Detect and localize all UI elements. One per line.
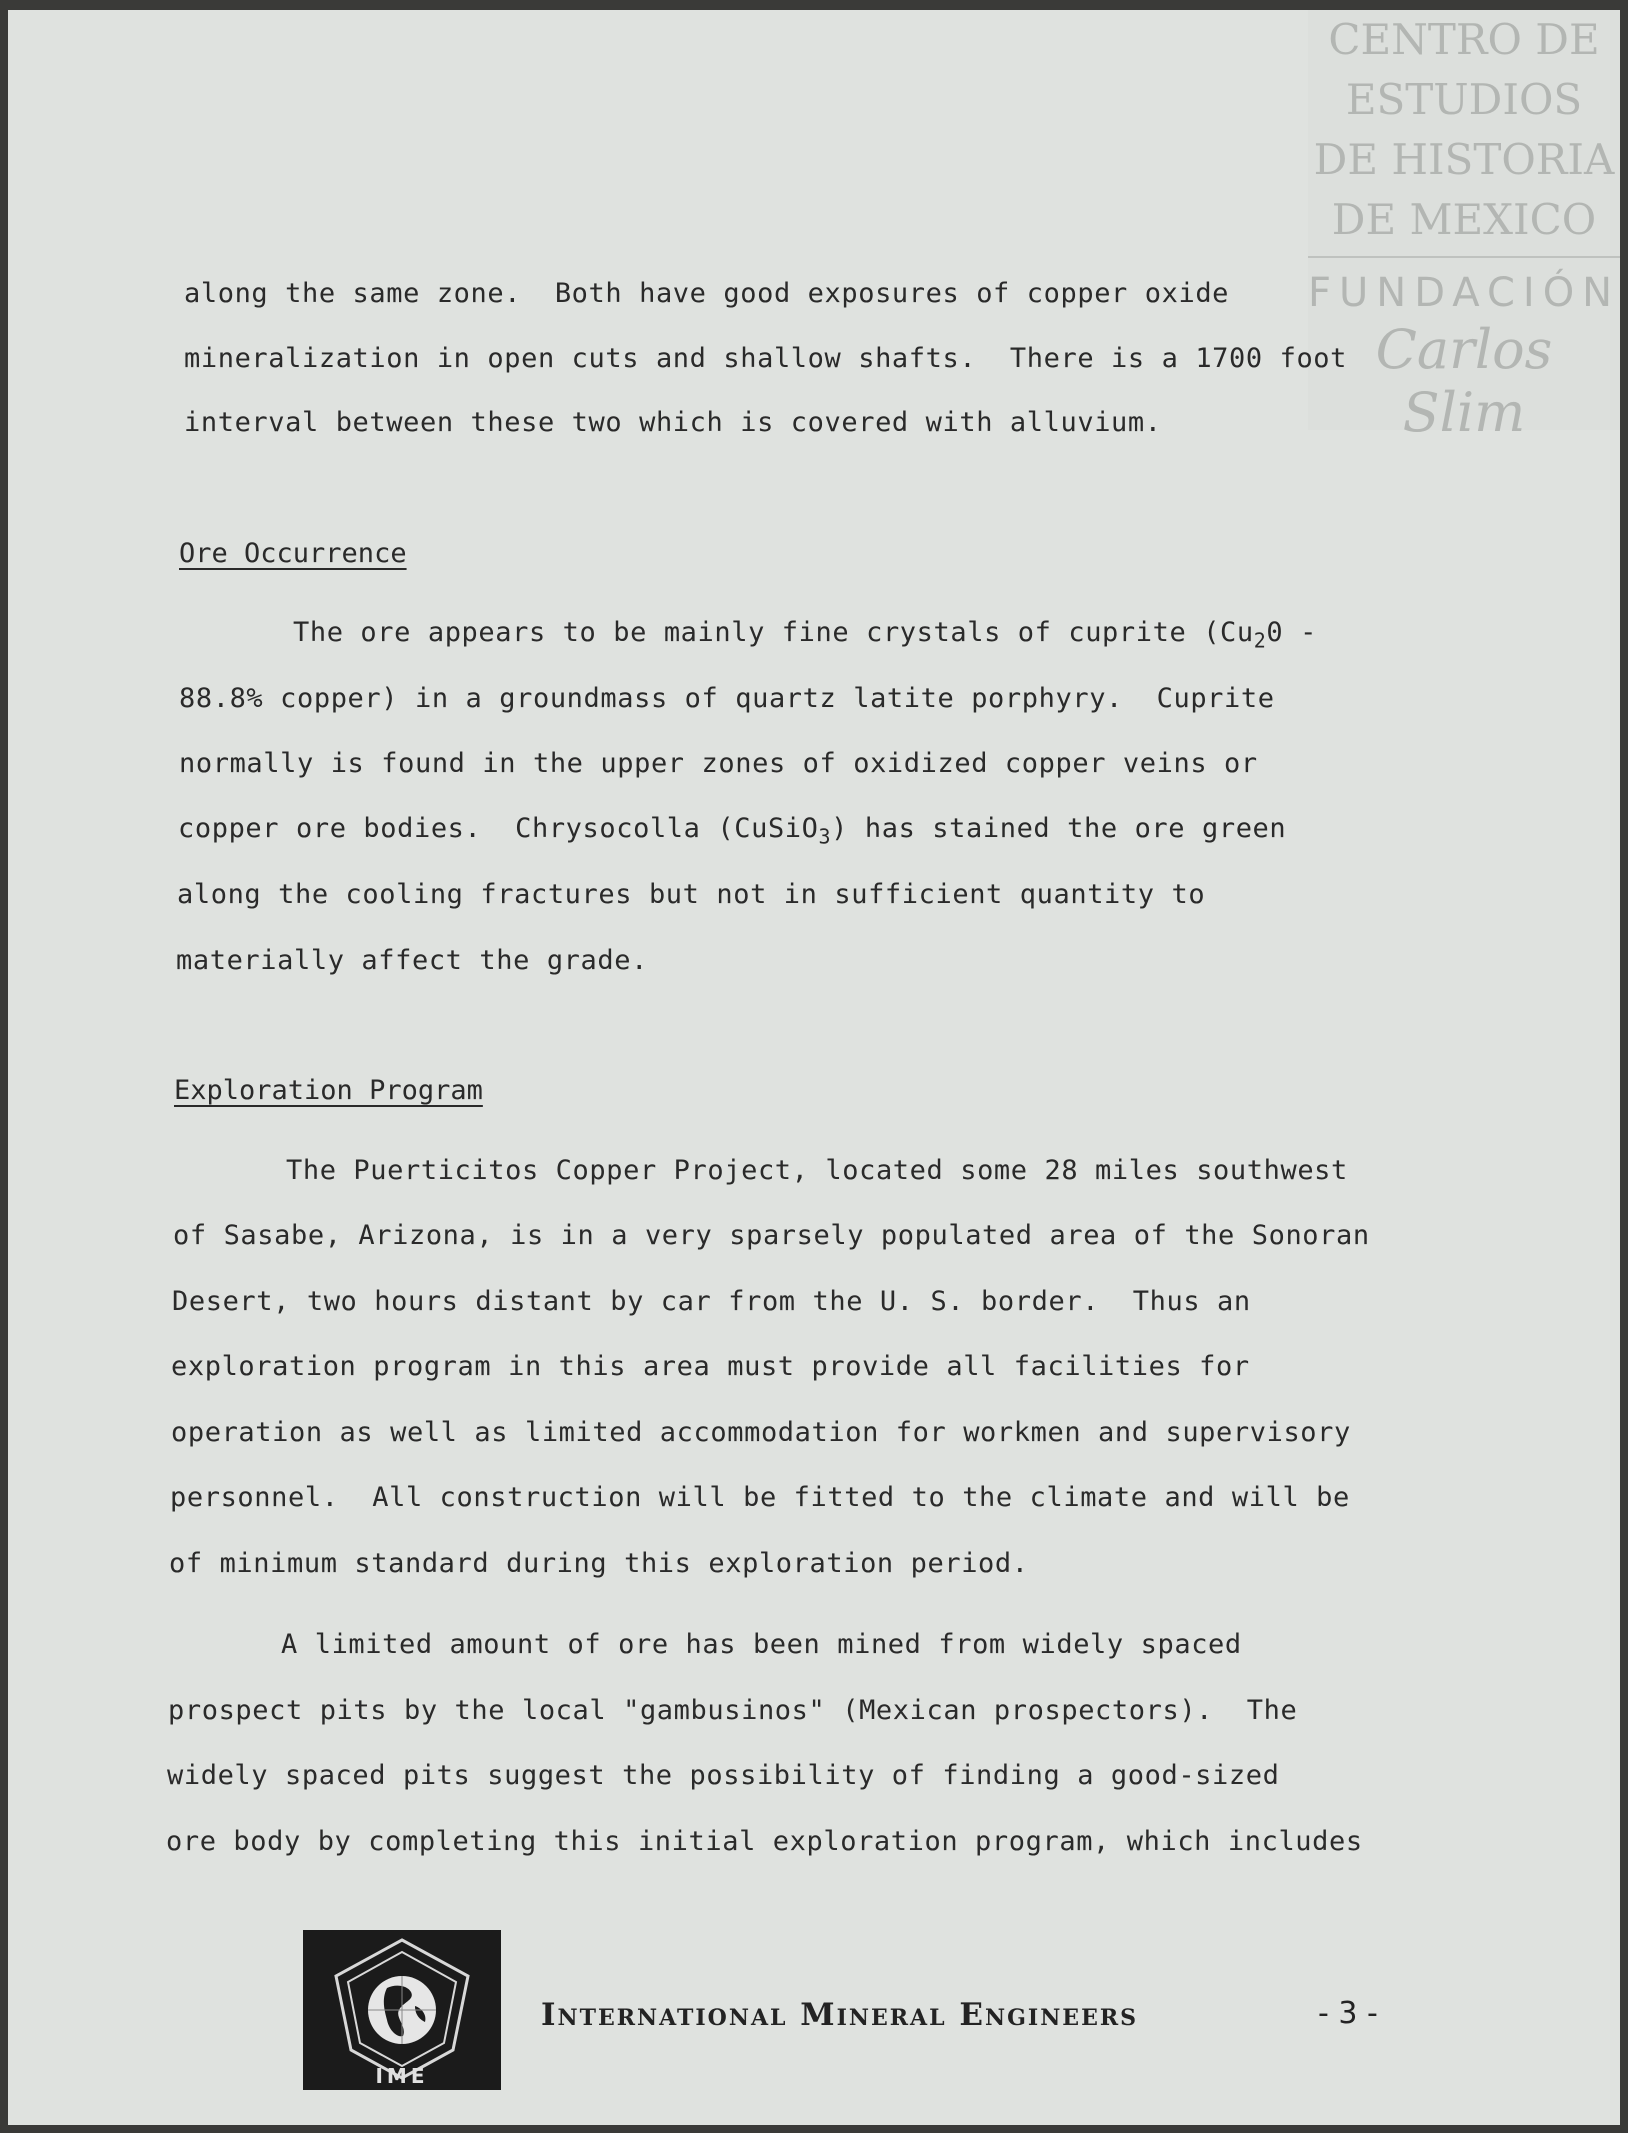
ime-logo-text: IME — [375, 2064, 429, 2088]
ore-line-1: The ore appears to be mainly fine crystals of cuprite ($Cu_20$ - — [293, 617, 1317, 653]
stamp-line-3: DE HISTORIA — [1313, 135, 1615, 184]
exploration-p2-line-3: widely spaced pits suggest the possibility of finding a good-sized — [167, 1760, 1280, 1791]
stamp-fundacion: FUNDACIÓN — [1308, 270, 1620, 316]
stamp-signature: Carlos Slim — [1375, 318, 1553, 444]
ore-line-6: materially affect the grade. — [176, 945, 648, 976]
ore-line-4: copper ore bodies. Chrysocolla (CuSiO$_3$) has stained the ore green — [178, 813, 1287, 849]
ore-line-2: 88.8% copper) in a groundmass of quartz latite porphyry. Cuprite — [179, 683, 1275, 714]
ore-occurrence-heading: Ore Occurrence — [179, 538, 407, 569]
exploration-p1-line-5: operation as well as limited accommodation for workmen and supervisory — [171, 1417, 1351, 1448]
ore-line-5: along the cooling fractures but not in sufficient quantity to — [177, 879, 1206, 910]
document-page — [8, 10, 1620, 2125]
stamp-line-1: CENTRO DE — [1328, 15, 1600, 64]
exploration-p1-line-1: The Puerticitos Copper Project, located some 28 miles southwest — [286, 1155, 1348, 1186]
intro-line-3: interval between these two which is covered with alluvium. — [184, 407, 1162, 438]
stamp-line-2: ESTUDIOS — [1345, 75, 1583, 124]
exploration-p2-line-1: A limited amount of ore has been mined from widely spaced — [281, 1629, 1242, 1660]
ore-line-3: normally is found in the upper zones of oxidized copper veins or — [179, 748, 1258, 779]
exploration-p1-line-6: personnel. All construction will be fitted to the climate and will be — [170, 1482, 1350, 1513]
intro-line-1: along the same zone. Both have good exposures of copper oxide — [184, 278, 1230, 309]
exploration-p1-line-7: of minimum standard during this exploration period. — [169, 1548, 1029, 1579]
exploration-p2-line-4: ore body by completing this initial exploration program, which includes — [166, 1826, 1363, 1857]
exploration-p2-line-2: prospect pits by the local "gambusinos" (Mexican prospectors). The — [168, 1695, 1298, 1726]
firm-name: International Mineral Engineers — [541, 1997, 1139, 2033]
exploration-p1-line-2: of Sasabe, Arizona, is in a very sparsely populated area of the Sonoran — [173, 1220, 1370, 1251]
document-body — [8, 10, 1620, 2125]
exploration-p1-line-4: exploration program in this area must provide all facilities for — [171, 1351, 1250, 1382]
exploration-p1-line-3: Desert, two hours distant by car from the U. S. border. Thus an — [172, 1286, 1251, 1317]
exploration-program-heading: Exploration Program — [174, 1075, 483, 1106]
intro-line-2: mineralization in open cuts and shallow shafts. There is a 1700 foot — [184, 343, 1348, 374]
page-number: - 3 - — [1318, 1996, 1378, 2031]
ime-logo — [303, 1930, 501, 2090]
stamp-line-4: DE MEXICO — [1331, 195, 1597, 244]
